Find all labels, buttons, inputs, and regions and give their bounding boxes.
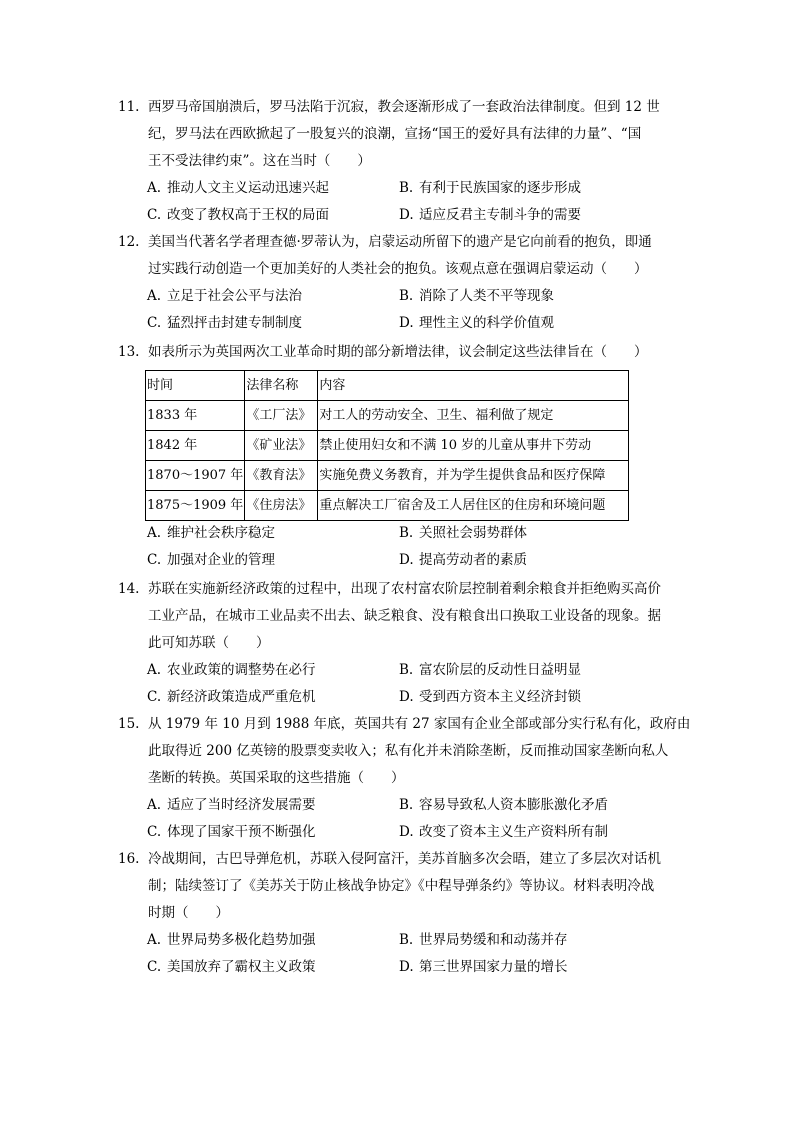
question-line (118, 846, 661, 873)
table-cell: 重点解决工厂宿舍及工人居住区的住房和环境问题 (318, 491, 629, 521)
option-text: 理性主义的科学价值观 (419, 315, 554, 331)
question-line (118, 765, 658, 792)
option-b[interactable] (399, 283, 554, 310)
table-cell: 禁止使用妇女和不满 10 岁的儿童从事井下劳动 (318, 431, 629, 461)
question-stem-line: 从 1979 年 10 月到 1988 年底，英国共有 27 家国有企业全部或部分实行私有化，政府由 (148, 716, 691, 732)
option-d[interactable] (399, 819, 608, 846)
options-row (118, 927, 658, 954)
option-c[interactable] (147, 202, 329, 229)
table-header-row (146, 371, 629, 401)
table-row (146, 461, 629, 491)
options-row (118, 202, 658, 229)
table-cell: 1870～1907 年 (146, 461, 245, 491)
options-row (118, 684, 658, 711)
question-stem-line: 美国当代著名学者理查德·罗蒂认为，启蒙运动所留下的遗产是它向前看的抱负，即通 (148, 234, 652, 250)
option-letter: D. (399, 824, 414, 840)
option-b[interactable] (399, 657, 581, 684)
option-d[interactable] (399, 202, 581, 229)
option-b[interactable] (399, 792, 608, 819)
option-text: 世界局势多极化趋势加强 (167, 932, 316, 948)
table-row (146, 491, 629, 521)
option-letter: D. (399, 689, 414, 705)
table-cell: 《工厂法》 (245, 401, 318, 431)
question-line (118, 148, 658, 175)
option-text: 适应了当时经济发展需要 (167, 797, 316, 813)
table-row (146, 401, 629, 431)
question-12 (118, 229, 658, 337)
table-cell: 1875～1909 年 (146, 491, 245, 521)
question-stem-line: 西罗马帝国崩溃后，罗马法陷于沉寂，教会逐渐形成了一套政治法律制度。但到 12 世 (148, 99, 660, 115)
option-letter: A. (147, 288, 162, 304)
option-letter: D. (399, 959, 414, 975)
question-stem-line: 制；陆续签订了《美苏关于防止核战争协定》《中程导弹条约》等协议。材料表明冷战 (148, 878, 655, 894)
option-letter: A. (147, 662, 162, 678)
question-line (118, 94, 658, 121)
option-text: 改变了教权高于王权的局面 (167, 207, 329, 223)
option-c[interactable] (147, 954, 316, 981)
option-c[interactable] (147, 819, 316, 846)
option-letter: B. (399, 525, 414, 541)
options-row (118, 175, 658, 202)
option-text: 关照社会弱势群体 (419, 525, 527, 541)
option-d[interactable] (399, 310, 554, 337)
question-stem-line: 冷战期间，古巴导弹危机，苏联入侵阿富汗，美苏首脑多次会晤，建立了多层次对话机 (148, 851, 661, 867)
table-cell: 对工人的劳动安全、卫生、福利做了规定 (318, 401, 629, 431)
table-cell: 1833 年 (146, 401, 245, 431)
question-stem-line: 王不受法律约束”。这在当时（ ） (148, 153, 371, 169)
option-text: 猛烈抨击封建专制制度 (167, 315, 302, 331)
option-text: 美国放弃了霸权主义政策 (167, 959, 316, 975)
options-row (118, 520, 658, 547)
table-header-cell: 法律名称 (245, 371, 318, 401)
option-c[interactable] (147, 684, 316, 711)
option-letter: C. (147, 959, 162, 975)
question-14 (118, 576, 661, 711)
table-header-cell: 内容 (318, 371, 629, 401)
question-stem-line: 工业产品，在城市工业品卖不出去、缺乏粮食、没有粮食出口换取工业设备的现象。据 (148, 608, 661, 624)
option-text: 第三世界国家力量的增长 (419, 959, 568, 975)
option-text: 容易导致私人资本膨胀激化矛盾 (419, 797, 608, 813)
question-line (118, 603, 661, 630)
question-13 (118, 339, 658, 366)
table-cell: 实施免费义务教育，并为学生提供食品和医疗保障 (318, 461, 629, 491)
question-line (118, 576, 661, 603)
option-d[interactable] (399, 547, 527, 574)
question-13-options (118, 520, 658, 574)
option-text: 受到西方资本主义经济封锁 (419, 689, 581, 705)
option-d[interactable] (399, 954, 568, 981)
option-c[interactable] (147, 310, 302, 337)
option-letter: C. (147, 689, 162, 705)
question-line (118, 900, 658, 927)
question-stem-line: 此取得近 200 亿英镑的股票变卖收入；私有化并未消除垄断，反而推动国家垄断向私人 (148, 743, 669, 759)
option-text: 农业政策的调整势在必行 (167, 662, 316, 678)
option-text: 有利于民族国家的逐步形成 (419, 180, 581, 196)
option-letter: D. (399, 207, 414, 223)
table-cell: 《住房法》 (245, 491, 318, 521)
option-a[interactable] (147, 792, 316, 819)
option-letter: A. (147, 180, 162, 196)
option-letter: C. (147, 824, 162, 840)
table-header-cell: 时间 (146, 371, 245, 401)
option-letter: C. (147, 315, 162, 331)
option-text: 提高劳动者的素质 (419, 552, 527, 568)
question-number: 14. (118, 581, 140, 597)
option-text: 体现了国家干预不断强化 (167, 824, 316, 840)
question-line (118, 229, 658, 256)
option-letter: B. (399, 180, 414, 196)
question-line (118, 630, 658, 657)
question-number: 12. (118, 234, 140, 250)
options-row (118, 547, 658, 574)
question-stem-line: 过实践行动创造一个更加美好的人类社会的抱负。该观点意在强调启蒙运动（ ） (148, 261, 648, 277)
option-letter: B. (399, 797, 414, 813)
option-text: 消除了人类不平等现象 (419, 288, 554, 304)
question-number: 11. (118, 99, 140, 115)
table-row (146, 431, 629, 461)
options-row (118, 310, 658, 337)
options-row (118, 283, 658, 310)
option-b[interactable] (399, 927, 568, 954)
question-11 (118, 94, 658, 229)
question-line (118, 738, 669, 765)
options-row (118, 819, 658, 846)
option-letter: A. (147, 797, 162, 813)
option-letter: A. (147, 525, 162, 541)
question-stem-line: 如表所示为英国两次工业革命时期的部分新增法律，议会制定这些法律旨在（ ） (148, 344, 648, 360)
question-number: 16. (118, 851, 140, 867)
option-letter: B. (399, 662, 414, 678)
option-a[interactable] (147, 175, 329, 202)
question-number: 15. (118, 716, 140, 732)
question-line (118, 121, 658, 148)
option-a[interactable] (147, 520, 275, 547)
options-row (118, 657, 658, 684)
option-letter: B. (399, 932, 414, 948)
law-table (145, 370, 629, 521)
question-stem-line: 苏联在实施新经济政策的过程中，出现了农村富农阶层控制着剩余粮食并拒绝购买高价 (148, 581, 661, 597)
question-line (118, 711, 691, 738)
option-letter: B. (399, 288, 414, 304)
option-text: 改变了资本主义生产资料所有制 (419, 824, 608, 840)
option-letter: C. (147, 552, 162, 568)
options-row (118, 954, 658, 981)
question-number: 13. (118, 344, 140, 360)
question-15 (118, 711, 691, 846)
option-a[interactable] (147, 283, 302, 310)
option-c[interactable] (147, 547, 275, 574)
option-b[interactable] (399, 520, 527, 547)
question-line (118, 873, 658, 900)
table-cell: 《教育法》 (245, 461, 318, 491)
option-text: 新经济政策造成严重危机 (167, 689, 316, 705)
question-stem-line: 时期（ ） (148, 905, 229, 921)
option-letter: A. (147, 932, 162, 948)
question-stem-line: 纪，罗马法在西欧掀起了一股复兴的浪潮，宣扬“国王的爱好具有法律的力量”、“国 (148, 126, 642, 142)
option-text: 加强对企业的管理 (167, 552, 275, 568)
option-text: 适应反君主专制斗争的需要 (419, 207, 581, 223)
option-letter: C. (147, 207, 162, 223)
option-text: 维护社会秩序稳定 (167, 525, 275, 541)
option-letter: D. (399, 315, 414, 331)
option-a[interactable] (147, 657, 316, 684)
question-stem-line: 垄断的转换。英国采取的这些措施（ ） (148, 770, 405, 786)
question-line (118, 256, 658, 283)
question-16 (118, 846, 661, 981)
option-b[interactable] (399, 175, 581, 202)
table-cell: 1842 年 (146, 431, 245, 461)
option-d[interactable] (399, 684, 581, 711)
table-cell: 《矿业法》 (245, 431, 318, 461)
option-text: 立足于社会公平与法治 (167, 288, 302, 304)
option-text: 推动人文主义运动迅速兴起 (167, 180, 329, 196)
question-line (118, 339, 658, 366)
option-a[interactable] (147, 927, 316, 954)
option-text: 世界局势缓和和动荡并存 (419, 932, 568, 948)
options-row (118, 792, 658, 819)
option-text: 富农阶层的反动性日益明显 (419, 662, 581, 678)
option-letter: D. (399, 552, 414, 568)
question-stem-line: 此可知苏联（ ） (148, 635, 270, 651)
